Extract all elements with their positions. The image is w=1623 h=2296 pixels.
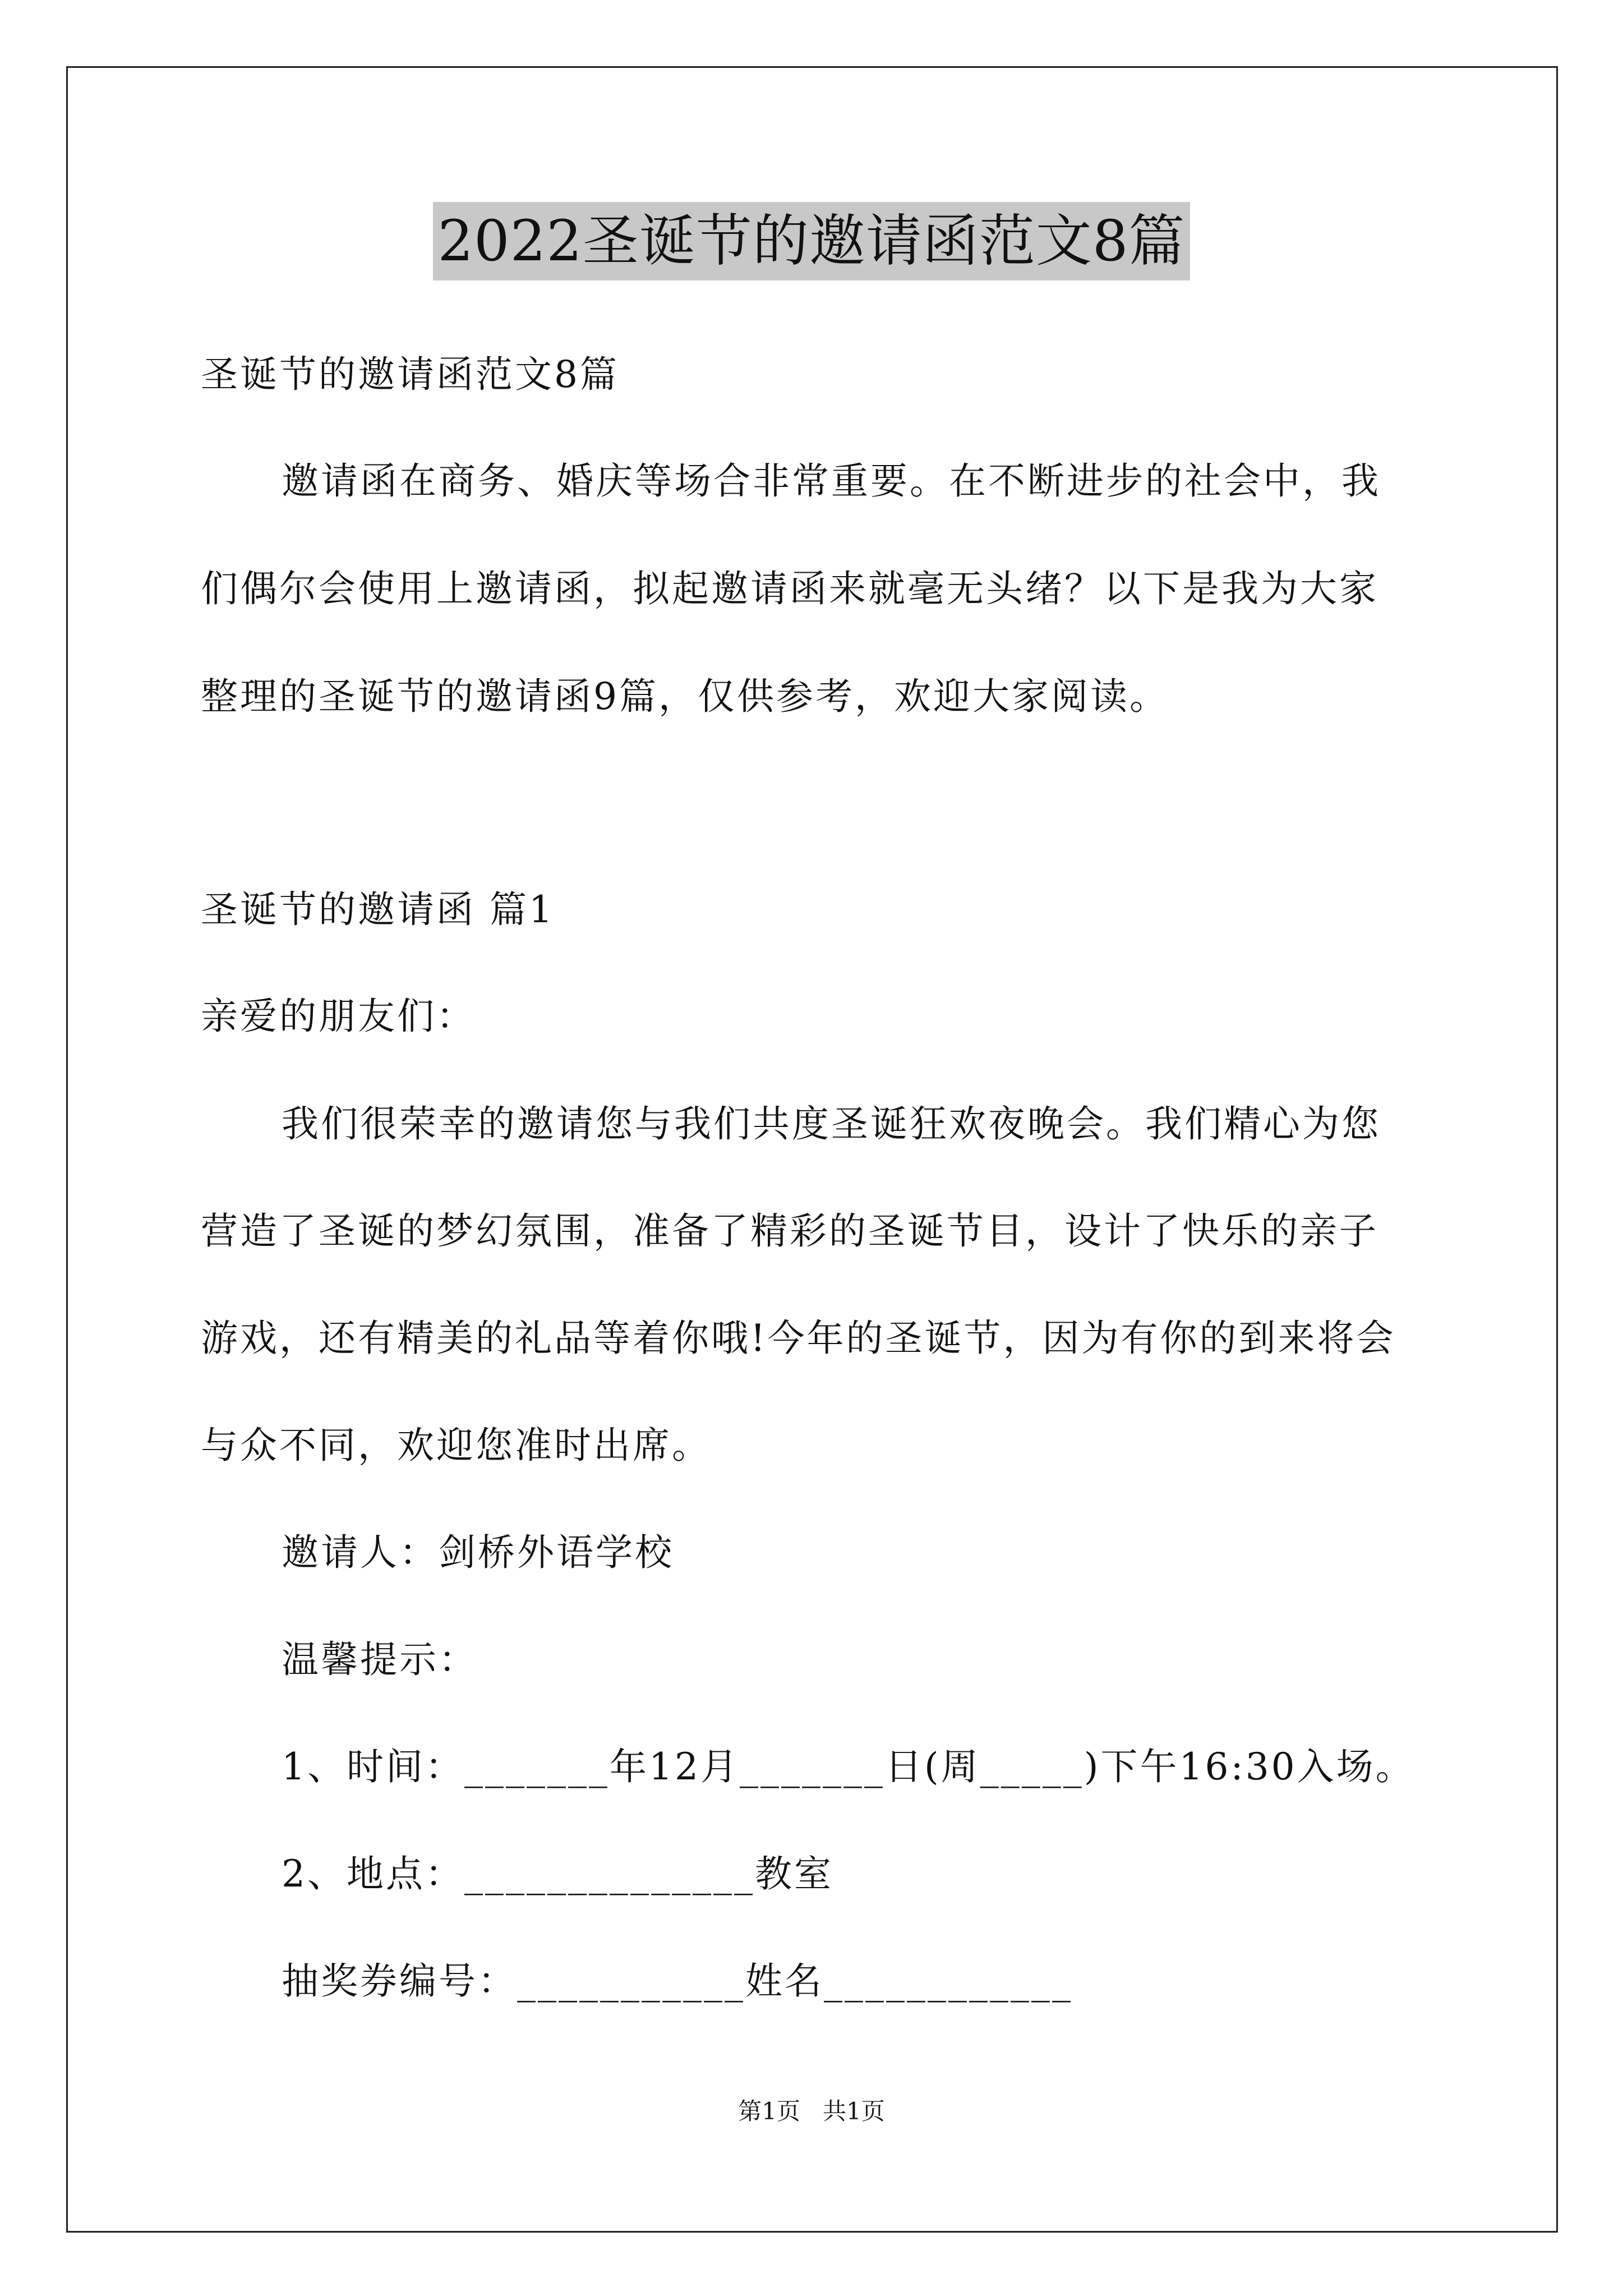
body-line: 游戏，还有精美的礼品等着你哦!今年的圣诞节，因为有你的到来将会 <box>201 1317 1396 1360</box>
intro-line: 整理的圣诞节的邀请函9篇，仅供参考，欢迎大家阅读。 <box>201 675 1169 718</box>
intro-line: 邀请函在商务、婚庆等场合非常重要。在不断进步的社会中，我 <box>282 459 1381 503</box>
section-heading: 圣诞节的邀请函 篇1 <box>201 888 555 931</box>
body-line: 与众不同，欢迎您准时出席。 <box>201 1424 711 1467</box>
title-container <box>0 202 1623 280</box>
tips-label: 温馨提示： <box>282 1638 478 1681</box>
subtitle: 圣诞节的邀请函范文8篇 <box>201 353 619 396</box>
page-footer: 第1页 共1页 <box>738 2097 885 2125</box>
tip-time: 1、时间：_______年12月_______日(周_____)下午16:30入场。 <box>282 1745 1415 1788</box>
body-line: 营造了圣诞的梦幻氛围，准备了精彩的圣诞节目，设计了快乐的亲子 <box>201 1209 1378 1253</box>
body-line: 我们很荣幸的邀请您与我们共度圣诞狂欢夜晚会。我们精心为您 <box>282 1102 1381 1145</box>
document-title: 2022圣诞节的邀请函范文8篇 <box>433 202 1189 280</box>
lottery-line: 抽奖券编号：___________姓名____________ <box>282 1959 1073 2003</box>
tip-place: 2、地点：______________教室 <box>282 1852 833 1895</box>
greeting: 亲爱的朋友们： <box>201 995 476 1038</box>
intro-line: 们偶尔会使用上邀请函，拟起邀请函来就毫无头绪？以下是我为大家 <box>201 567 1378 610</box>
inviter: 邀请人：剑桥外语学校 <box>282 1531 674 1574</box>
